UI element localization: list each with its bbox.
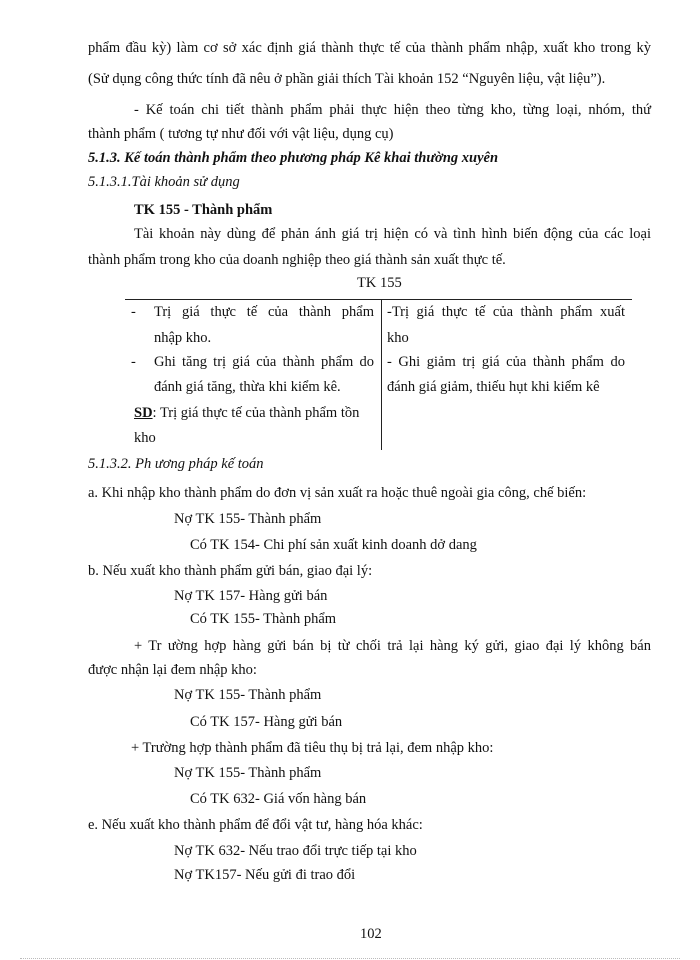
debit-line: đánh giá tăng, thừa khi kiểm kê. (154, 379, 341, 395)
entry-d: + Trường hợp thành phẩm đã tiêu thụ bị trả lại, đem nhập kho: (131, 740, 494, 756)
entry-debit: Nợ TK 155- Thành phẩm (174, 765, 322, 781)
debit-line: kho (134, 430, 156, 446)
entry-b: b. Nếu xuất kho thành phẩm gửi bán, giao đại lý: (88, 563, 373, 579)
entry-c-cont: được nhận lại đem nhập kho: (88, 662, 257, 678)
t-account-title: TK 155 (357, 275, 402, 291)
paragraph-line: thành phẩm trong kho của doanh nghiệp theo giá thành sản xuất thực tế. (88, 252, 506, 268)
credit-line: đánh giá giảm, thiếu hụt khi kiểm kê (387, 379, 600, 395)
entry-debit: Nợ TK157- Nếu gửi đi trao đổi (174, 867, 356, 883)
entry-debit: Nợ TK 155- Thành phẩm (174, 687, 322, 703)
paragraph-line: (Sử dụng công thức tính đã nêu ở phần giải thích Tài khoản 152 “Nguyên liệu, vật liệu”). (88, 71, 606, 87)
paragraph-line: Tài khoản này dùng để phản ánh giá trị hiện có và tình hình biến động của các loại (134, 226, 651, 242)
section-heading-5-1-3: 5.1.3. Kế toán thành phẩm theo phương pháp Kê khai thường xuyên (88, 150, 499, 166)
debit-line: Ghi tăng trị giá của thành phẩm do (154, 354, 374, 370)
credit-line: kho (387, 330, 409, 346)
t-account-top-rule (125, 299, 632, 300)
paragraph-line: phẩm đầu kỳ) làm cơ sở xác định giá thành thực tế của thành phẩm nhập, xuất kho trong kỳ (88, 40, 651, 56)
entry-e: e. Nếu xuất kho thành phẩm để đổi vật tư, hàng hóa khác: (88, 817, 423, 833)
footer-rule (20, 958, 680, 959)
debit-bullet: - (131, 304, 136, 320)
entry-debit: Nợ TK 157- Hàng gửi bán (174, 588, 328, 604)
credit-line: - Ghi giảm trị giá của thành phẩm do (387, 354, 625, 370)
credit-line: -Trị giá thực tế của thành phẩm xuất (387, 304, 625, 320)
entry-credit: Có TK 155- Thành phẩm (190, 611, 337, 627)
debit-balance (134, 403, 359, 423)
entry-credit: Có TK 632- Giá vốn hàng bán (190, 791, 367, 807)
subsection-heading-5-1-3-1: 5.1.3.1.Tài khoản sử dụng (88, 174, 240, 190)
entry-credit: Có TK 157- Hàng gửi bán (190, 714, 343, 730)
entry-c: + Tr ường hợp hàng gửi bán bị từ chối trả lại hàng ký gửi, giao đại lý không bán (134, 638, 651, 654)
debit-line: Trị giá thực tế của thành phẩm (154, 304, 374, 320)
paragraph-line: thành phẩm ( tương tự như đối với vật liệu, dụng cụ) (88, 126, 394, 142)
debit-line: nhập kho. (154, 330, 212, 346)
balance-text: : Trị giá thực tế của thành phẩm tồn (152, 405, 360, 421)
balance-label: SD (134, 405, 153, 421)
paragraph-line: - Kế toán chi tiết thành phẩm phải thực hiện theo từng kho, từng loại, nhóm, thứ (134, 102, 651, 118)
debit-bullet: - (131, 354, 136, 370)
account-title: TK 155 - Thành phẩm (134, 202, 273, 218)
entry-debit: Nợ TK 155- Thành phẩm (174, 511, 322, 527)
t-account-divider (381, 299, 382, 450)
subsection-heading-5-1-3-2: 5.1.3.2. Ph ương pháp kế toán (88, 456, 264, 472)
entry-credit: Có TK 154- Chi phí sản xuất kinh doanh dở dang (190, 537, 477, 553)
page-number: 102 (360, 926, 382, 942)
entry-a: a. Khi nhập kho thành phẩm do đơn vị sản xuất ra hoặc thuê ngoài gia công, chế biến: (88, 485, 587, 501)
entry-debit: Nợ TK 632- Nếu trao đổi trực tiếp tại kho (174, 843, 417, 859)
